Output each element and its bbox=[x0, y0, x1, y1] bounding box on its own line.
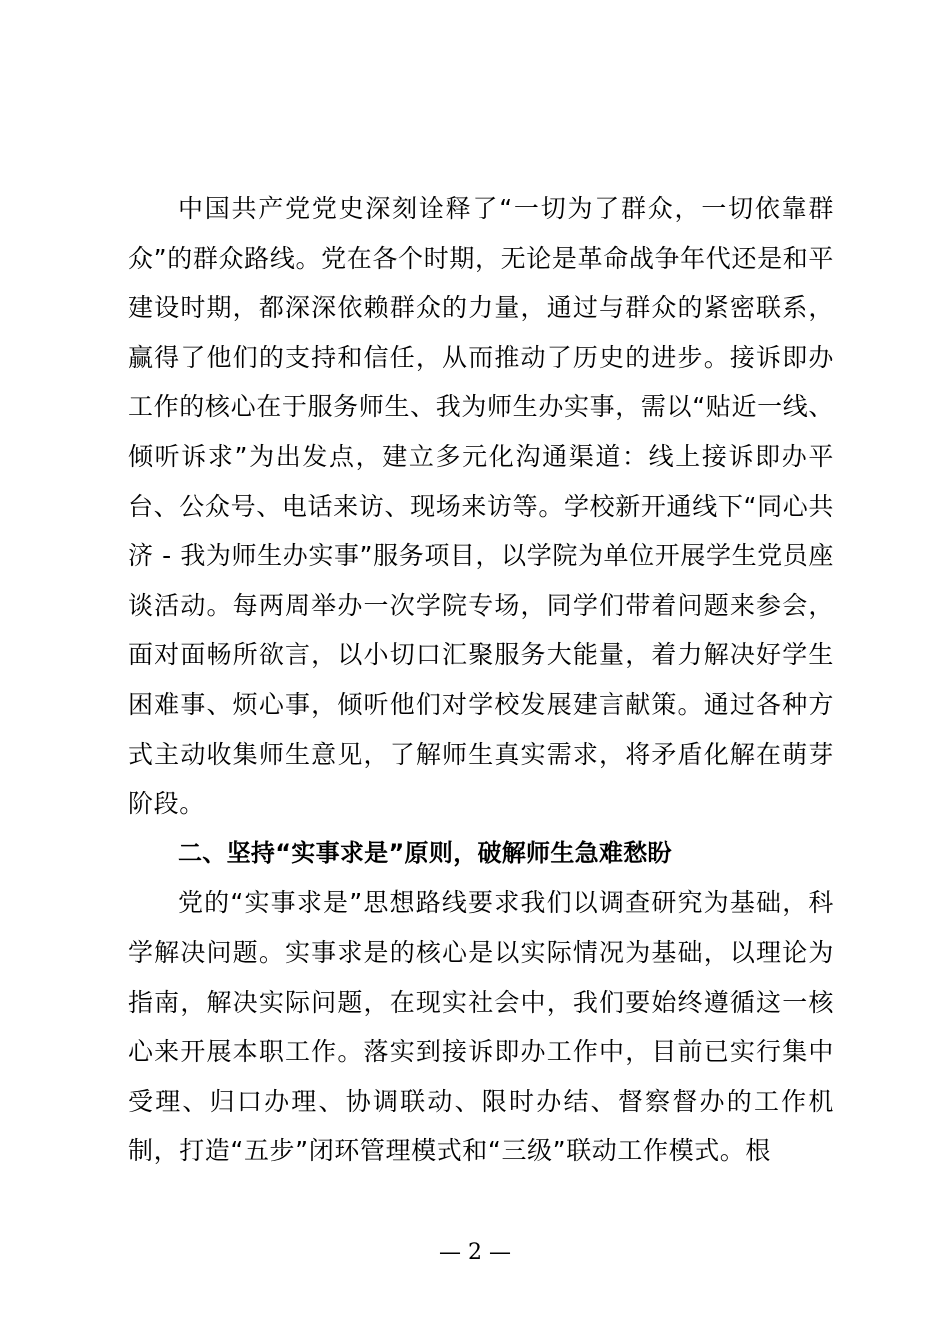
section-heading: 二、坚持“实事求是”原则，破解师生急难愁盼 bbox=[178, 838, 672, 867]
paragraph-mass-line: 中国共产党党史深刻诠释了“一切为了群众，一切依靠群众”的群众路线。党在各个时期，无论是革命战争年代还是和平建设时期，都深深依赖群众的力量，通过与群众的紧密联系，赢得了他们的支持和信任，从而推动了历史的进步。接诉即办工作的核心在于服务师生、我为师生办实事，需以“贴近一线、倾听诉求”为出发点，建立多元化沟通渠道：线上接诉即办平台、公众号、电话来访、现场来访等。学校新开通线下“同心共济 - 我为师生办实事”服务项目，以学院为单位开展学生党员座谈活动。每两周举办一次学院专场，同学们带着问题来参会，面对面畅所欲言，以小切口汇聚服务大能量，着力解决好学生困难事、烦心事，倾听他们对学校发展建言献策。通过各种方式主动收集师生意见，了解师生真实需求，将矛盾化解在萌芽阶段。 bbox=[128, 194, 834, 819]
page-number: — 2 — bbox=[439, 1240, 511, 1265]
paragraph-seek-truth: 党的“实事求是”思想路线要求我们以调查研究为基础，科学解决问题。实事求是的核心是以实际情况为基础，以理论为指南，解决实际问题，在现实社会中，我们要始终遵循这一核心来开展本职工作。落实到接诉即办工作中，目前已实行集中受理、归口办理、协调联动、限时办结、督察督办的工作机制，打造“五步”闭环管理模式和“三级”联动工作模式。根 bbox=[128, 888, 834, 1166]
document-body bbox=[128, 184, 834, 1176]
